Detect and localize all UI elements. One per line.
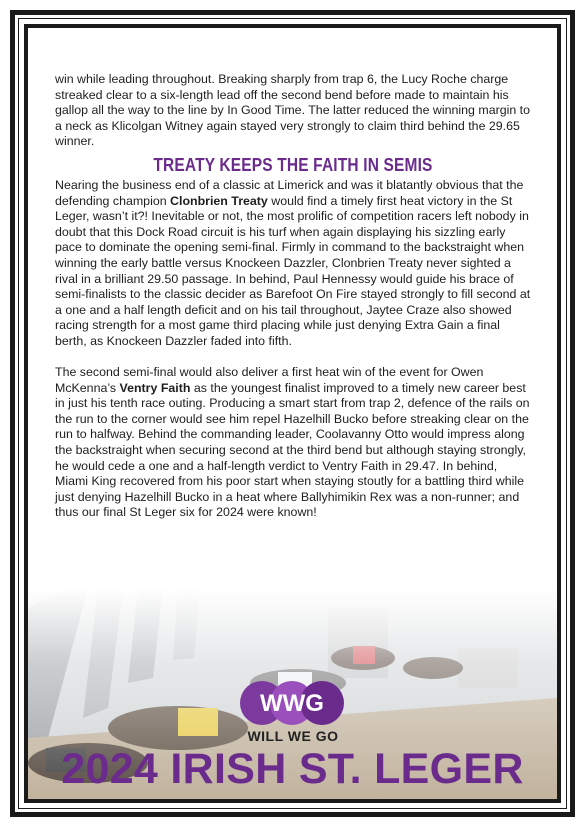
dog-name-bold: Clonbrien Treaty bbox=[170, 193, 268, 208]
logo-name: WILL WE GO bbox=[247, 728, 339, 744]
paragraph-text: would find a timely first heat victory in the St Leger, wasn’t it?! Inevitable or not, the most prolific of competition racers left nobody in doubt that this Dock Road circuit is his turf when again displaying his sizzling early pace to dominate the opening semi-final. Firmly in command to the backstraight when winning the early battle versus Knockeen Dazzler, Clonbrien Treaty never sighted a rival in a brilliant 29.50 passage. In behind, Paul Hennessy would guide his brace of semi-finalists to the classic decider as Barefoot On Fire stayed strongly to fill second at a one and a half length deficit and on his tail throughout, Jaytee Craze also showed racing strength for a most game third placing while just denying Extra Gain a final berth, as Knockeen Dazzler faded into fifth. bbox=[55, 193, 531, 348]
paragraph-semi-final-two bbox=[55, 365, 531, 521]
paragraph-text: Nearing the business end of a classic at Limerick and was it blatantly obvious that the defending champion bbox=[55, 177, 524, 208]
intro-paragraph: win while leading throughout. Breaking sharply from trap 6, the Lucy Roche charge streaked clear to a six-length lead off the second bend before made to maintain his gallop all the way to the line by In Good Time. The latter reduced the winning margin to a neck as Klicolgan Witney again stayed very strongly to claim third behind the 29.65 winner. bbox=[55, 72, 531, 149]
section-heading: TREATY KEEPS THE FAITH IN SEMIS bbox=[153, 154, 433, 175]
dog-name-bold: Ventry Faith bbox=[119, 380, 191, 395]
wwg-logo bbox=[240, 678, 344, 728]
paragraph-text: as the youngest finalist improved to a timely new career best in just his tenth race outing. Producing a smart start from trap 2, defence of the rails on the run to the corner would see him repel Hazelhill Bucko before streaking clear on the run to halfway. Behind the commanding leader, Coolavanny Otto would impress along the backstraight when securing second at the third bend but although staying strongly, he would cede a one and a half-length verdict to Ventry Faith in 29.47. In behind, Miami King recovered from his poor start when staying stoutly for a battling third while just denying Hazelhill Bucko in a heat where Ballyhimikin Rex was a non-runner; and thus our final St Leger six for 2024 were known! bbox=[55, 380, 530, 520]
logo-mark: WWG bbox=[260, 690, 324, 717]
page-panel bbox=[24, 24, 561, 803]
article-body bbox=[55, 72, 531, 521]
paragraph-semi-final-one bbox=[55, 178, 531, 350]
footer-title: 2024 IRISH ST. LEGER bbox=[61, 745, 524, 793]
paragraph-text: The second semi-final would also deliver a first heat win of the event for Owen McKenna’s bbox=[55, 365, 484, 395]
